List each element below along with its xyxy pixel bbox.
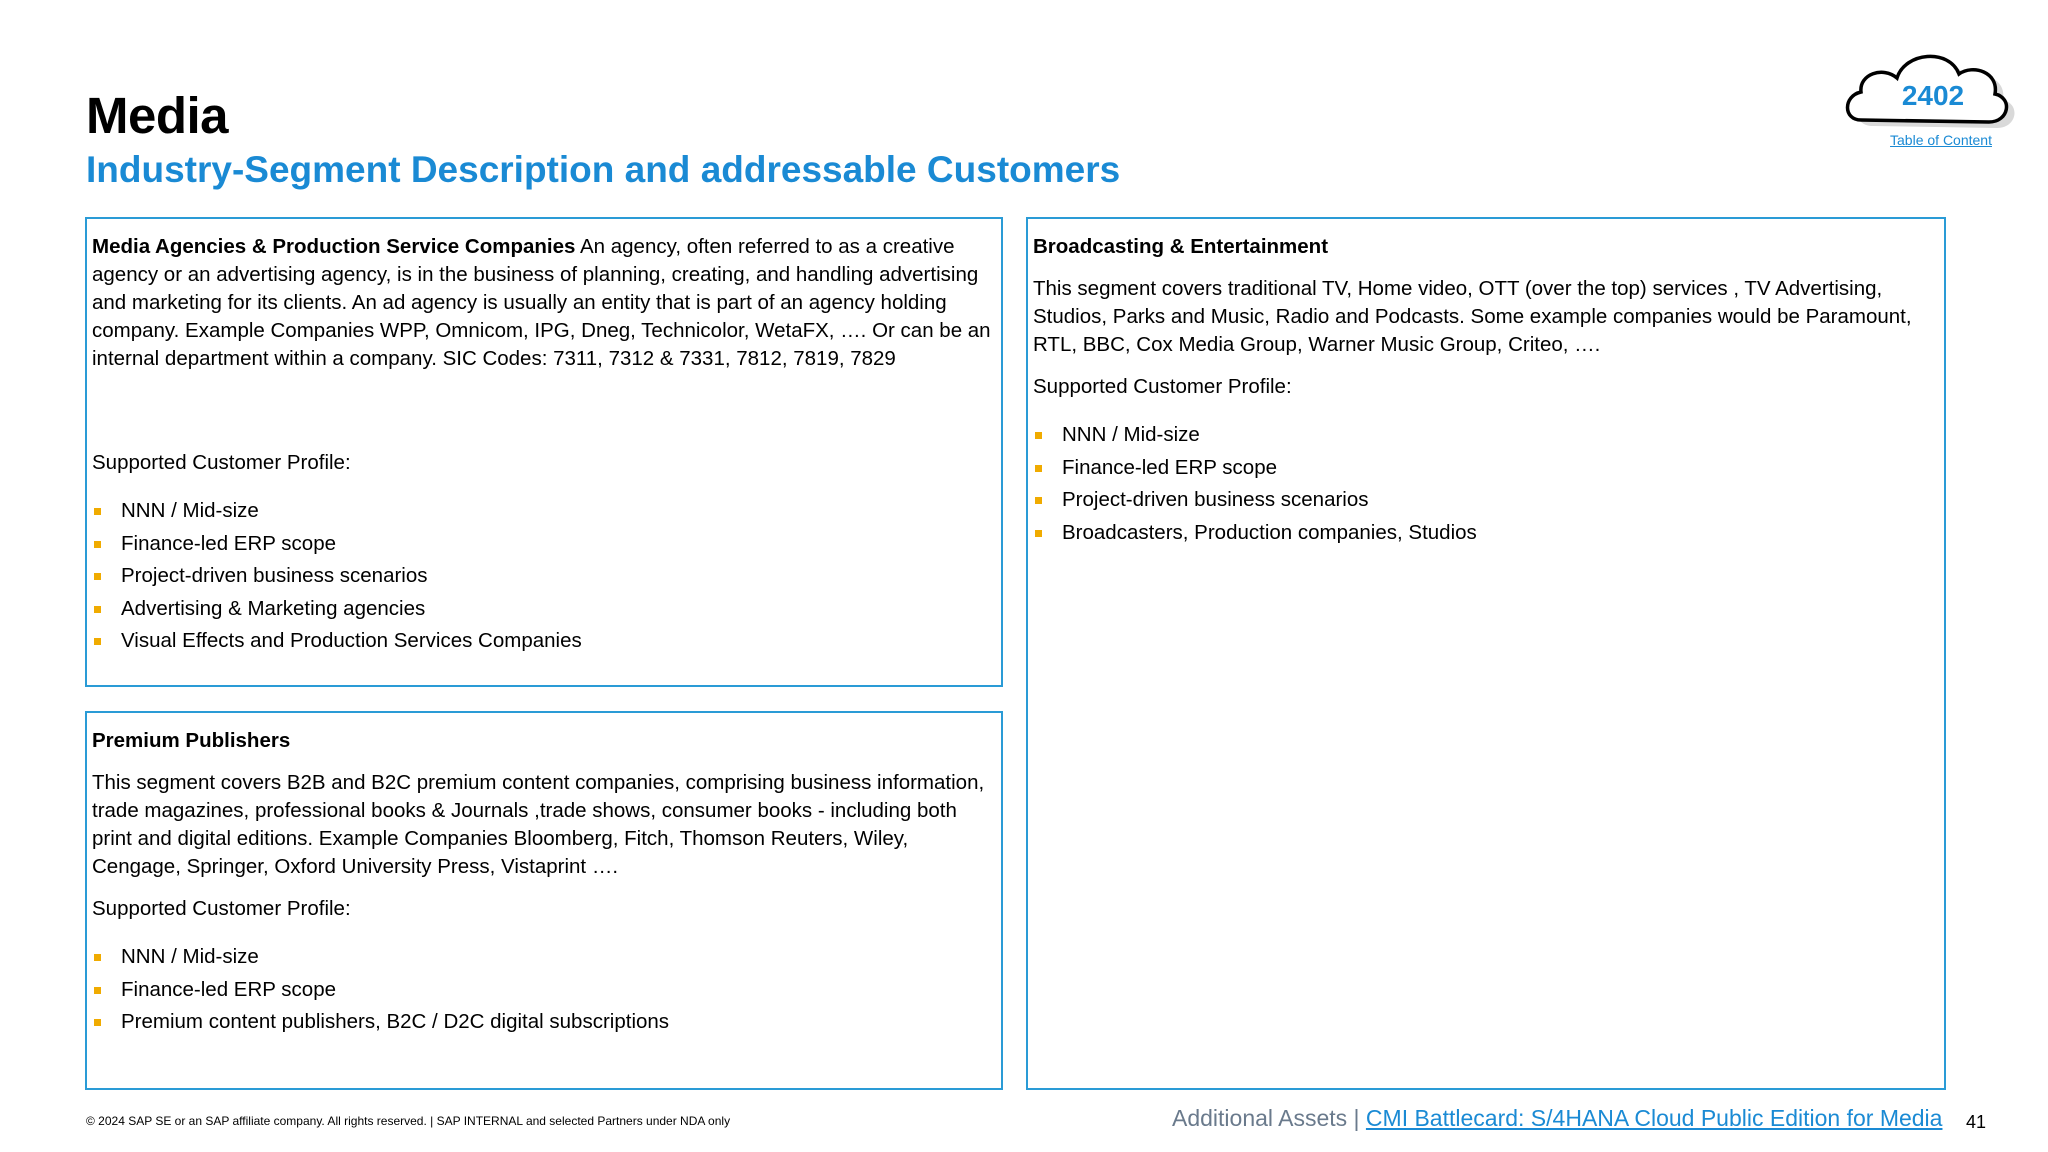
bullet-icon xyxy=(94,1019,101,1026)
profile-list xyxy=(92,941,996,1039)
profile-list xyxy=(1033,419,1939,549)
bullet-icon xyxy=(1035,432,1042,439)
segment-heading: Broadcasting & Entertainment xyxy=(1033,235,1329,258)
list-item: Project-driven business scenarios xyxy=(92,560,996,593)
segment-box-publishers xyxy=(85,711,1003,1090)
page-number: 41 xyxy=(1966,1112,1987,1132)
list-item: Advertising & Marketing agencies xyxy=(92,593,996,626)
profile-label: Supported Customer Profile: xyxy=(92,451,351,474)
battlecard-link[interactable]: CMI Battlecard: S/4HANA Cloud Public Edition for Media xyxy=(1365,1105,1943,1131)
list-item: Premium content publishers, B2C / D2C digital subscriptions xyxy=(92,1006,996,1039)
profile-label: Supported Customer Profile: xyxy=(1033,375,1292,398)
segment-box-broadcasting xyxy=(1026,217,1946,1090)
list-item: Project-driven business scenarios xyxy=(1033,484,1939,517)
page-title: Media xyxy=(86,87,229,144)
segment-description: This segment covers traditional TV, Home video, OTT (over the top) services , TV Advertising, Studios, Parks and Music, Radio and Podcasts. Some example companies would be Paramount, RTL, BBC, Cox Media Group, Warner Music Group, Criteo, …. xyxy=(1033,277,1912,356)
list-item: Visual Effects and Production Services Companies xyxy=(92,625,996,658)
bullet-icon xyxy=(94,573,101,580)
bullet-icon xyxy=(94,638,101,645)
segment-heading: Premium Publishers xyxy=(92,729,291,752)
segment-box-agencies xyxy=(85,217,1003,687)
segment-description: This segment covers B2B and B2C premium content companies, comprising business information, trade magazines, professional books & Journals ,trade shows, consumer books - including both print and digital editions. Example Companies Bloomberg, Fitch, Thomson Reuters, Wiley, Cengage, Springer, Oxford University Press, Vistaprint …. xyxy=(92,771,985,878)
segment-description: An agency, often referred to as a creative agency or an advertising agency, is in the business of planning, creating, and handling advertising and marketing for its clients. An ad agency is usually an entity that is part of an agency holding company. Example Companies WPP, Omnicom, IPG, Dneg, Technicolor, WetaFX, …. Or can be an internal department within a company. SIC Codes: 7311, 7312 & 7331, 7812, 7819, 7829 xyxy=(92,235,991,370)
list-item: Finance-led ERP scope xyxy=(1033,452,1939,485)
table-of-content-link[interactable]: Table of Content xyxy=(1890,132,1992,148)
additional-assets-label: Additional Assets | xyxy=(1172,1105,1366,1131)
list-item: NNN / Mid-size xyxy=(92,941,996,974)
version-badge[interactable] xyxy=(1845,44,2020,152)
bullet-icon xyxy=(1035,497,1042,504)
bullet-icon xyxy=(94,541,101,548)
bullet-icon xyxy=(1035,465,1042,472)
bullet-icon xyxy=(94,987,101,994)
profile-label: Supported Customer Profile: xyxy=(92,897,351,920)
bullet-icon xyxy=(1035,530,1042,537)
bullet-icon xyxy=(94,606,101,613)
list-item: Finance-led ERP scope xyxy=(92,528,996,561)
list-item: NNN / Mid-size xyxy=(92,495,996,528)
list-item: Finance-led ERP scope xyxy=(92,974,996,1007)
bullet-icon xyxy=(94,508,101,515)
additional-assets xyxy=(1172,1105,1942,1132)
bullet-icon xyxy=(94,954,101,961)
segment-intro xyxy=(92,233,996,373)
list-item: Broadcasters, Production companies, Studios xyxy=(1033,517,1939,550)
segment-heading: Media Agencies & Production Service Companies xyxy=(92,235,576,258)
copyright-notice: © 2024 SAP SE or an SAP affiliate company. All rights reserved. | SAP INTERNAL and selected Partners under NDA only xyxy=(86,1114,731,1128)
profile-list xyxy=(92,495,996,658)
page-subtitle: Industry-Segment Description and addressable Customers xyxy=(86,149,1121,190)
release-number: 2402 xyxy=(1901,80,1965,111)
list-item: NNN / Mid-size xyxy=(1033,419,1939,452)
